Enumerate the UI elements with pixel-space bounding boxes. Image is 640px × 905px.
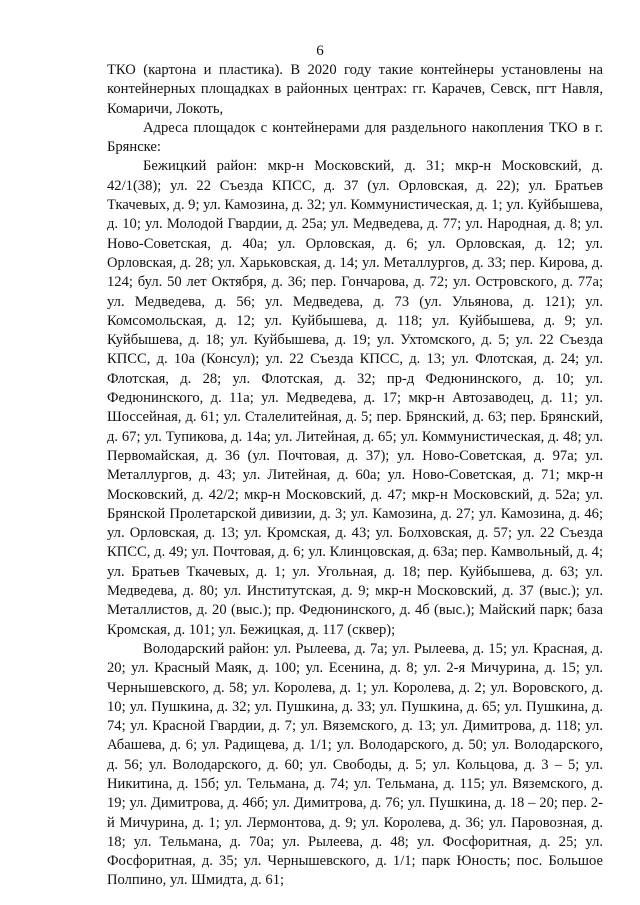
paragraph-volodarsky-district: Володарский район: ул. Рылеева, д. 7а; ул. Рылеева, д. 15; ул. Красная, д. 20; ул. Красный Маяк, д. 100; ул. Есенина, д. 8; ул. 2-я Мичурина, д. 15; ул. Чернышевского, д. 58; ул. Королева, д. 1; ул. Королева, д. 2; ул. Воровского, д. 10; ул. Пушкина, д. 32; ул. Пушкина, д. 33; ул. Пушкина, д. 65; ул. Пушкина, д. 74; ул. Красной Гвардии, д. 7; ул. Вяземского, д. 13; ул. Димитрова, д. 118; ул. Абашева, д. 6; ул. Радищева, д. 1/1; ул. Володарского, д. 50; ул. Володарского, д. 56; ул. Володарского, д. 60; ул. Свободы, д. 5; ул. Кольцова, д. 3 – 5; ул. Никитина, д. 15б; ул. Тельмана, д. 74; ул. Тельмана, д. 115; ул. Вяземского, д. 19; ул. Димитрова, д. 46б; ул. Димитрова, д. 76; ул. Пушкина, д. 18 – 20; пер. 2-й Мичурина, д. 1; ул. Лермонтова, д. 9; ул. Королева, д. 36; ул. Паровозная, д. 18; ул. Тельмана, д. 70а; ул. Рылеева, д. 48; ул. Фосфоритная, д. 25; ул. Фосфоритная, д. 35; ул. Чернышевского, д. 1/1; парк Юность; пос. Большое Полпино, ул. Шмидта, д. 61; [107,640,603,889]
paragraph-intro-continuation: ТКО (картона и пластика). В 2020 году такие контейнеры установлены на контейнерных площадках в районных центрах: гг. Карачев, Севск, пгт Навля, Комаричи, Локоть, [107,62,603,117]
paragraph-bezhitsky-district: Бежицкий район: мкр-н Московский, д. 31; мкр-н Московский, д. 42/1(38); ул. 22 Съезда КПСС, д. 37 (ул. Орловская, д. 22); ул. Братьев Ткачевых, д. 9; ул. Камозина, д. 32; ул. Коммунистическая, д. 1; ул. Куйбышева, д. 10; ул. Молодой Гвардии, д. 25а; ул. Медведева, д. 77; ул. Народная, д. 8; ул. Ново-Советская, д. 40а; ул. Орловская, д. 6; ул. Орловская, д. 12; ул. Орловская, д. 28; ул. Харьковская, д. 14; ул. Металлургов, д. 33; пер. Кирова, д. 124; бул. 50 лет Октября, д. 36; пер. Гончарова, д. 72; ул. Островского, д. 77а; ул. Медведева, д. 56; ул. Медведева, д. 73 (ул. Ульянова, д. 121); ул. Комсомольская, д. 12; ул. Куйбышева, д. 118; ул. Куйбышева, д. 9; ул. Куйбышева, д. 18; ул. Куйбышева, д. 19; ул. Ухтомского, д. 5; ул. 22 Съезда КПСС, д. 10а (Консул); ул. 22 Съезда КПСС, д. 13; ул. Флотская, д. 24; ул. Флотская, д. 28; ул. Флотская, д. 32; пр-д Федюнинского, д. 10; ул. Федюнинского, д. 11а; ул. Медведева, д. 17; мкр-н Автозаводец, д. 11; ул. Шоссейная, д. 61; ул. Сталелитейная, д. 5; пер. Брянский, д. 63; пер. Брянский, д. 67; ул. Тупикова, д. 14а; ул. Литейная, д. 65; ул. Коммунистическая, д. 48; ул. Первомайская, д. 36 (ул. Почтовая, д. 37); ул. Ново-Советская, д. 97а; ул. Металлургов, д. 43; ул. Литейная, д. 60а; ул. Ново-Советская, д. 71; мкр-н Московский, д. 42/2; мкр-н Московский, д. 47; мкр-н Московский, д. 52а; ул. Брянской Пролетарской дивизии, д. 3; ул. Камозина, д. 27; ул. Камозина, д. 46; ул. Орловская, д. 13; ул. Кромская, д. 43; ул. Болховская, д. 57; ул. 22 Съезда КПСС, д. 49; ул. Почтовая, д. 6; ул. Клинцовская, д. 63а; пер. Камвольный, д. 4; ул. Братьев Ткачевых, д. 1; ул. Угольная, д. 18; пер. Куйбышева, д. 63; ул. Медведева, д. 80; ул. Институтская, д. 9; мкр-н Московский, д. 37 (выс.); ул. Металлистов, д. 20 (выс.); пр. Федюнинского, д. 4б (выс.); Майский парк; база Кромская, д. 101; ул. Бежицкая, д. 117 (сквер); [107,158,603,638]
paragraph-addresses-heading: Адреса площадок с контейнерами для раздельного накопления ТКО в г. Брянске: [107,119,603,156]
page-number: 6 [316,43,324,59]
document-body [107,61,603,891]
